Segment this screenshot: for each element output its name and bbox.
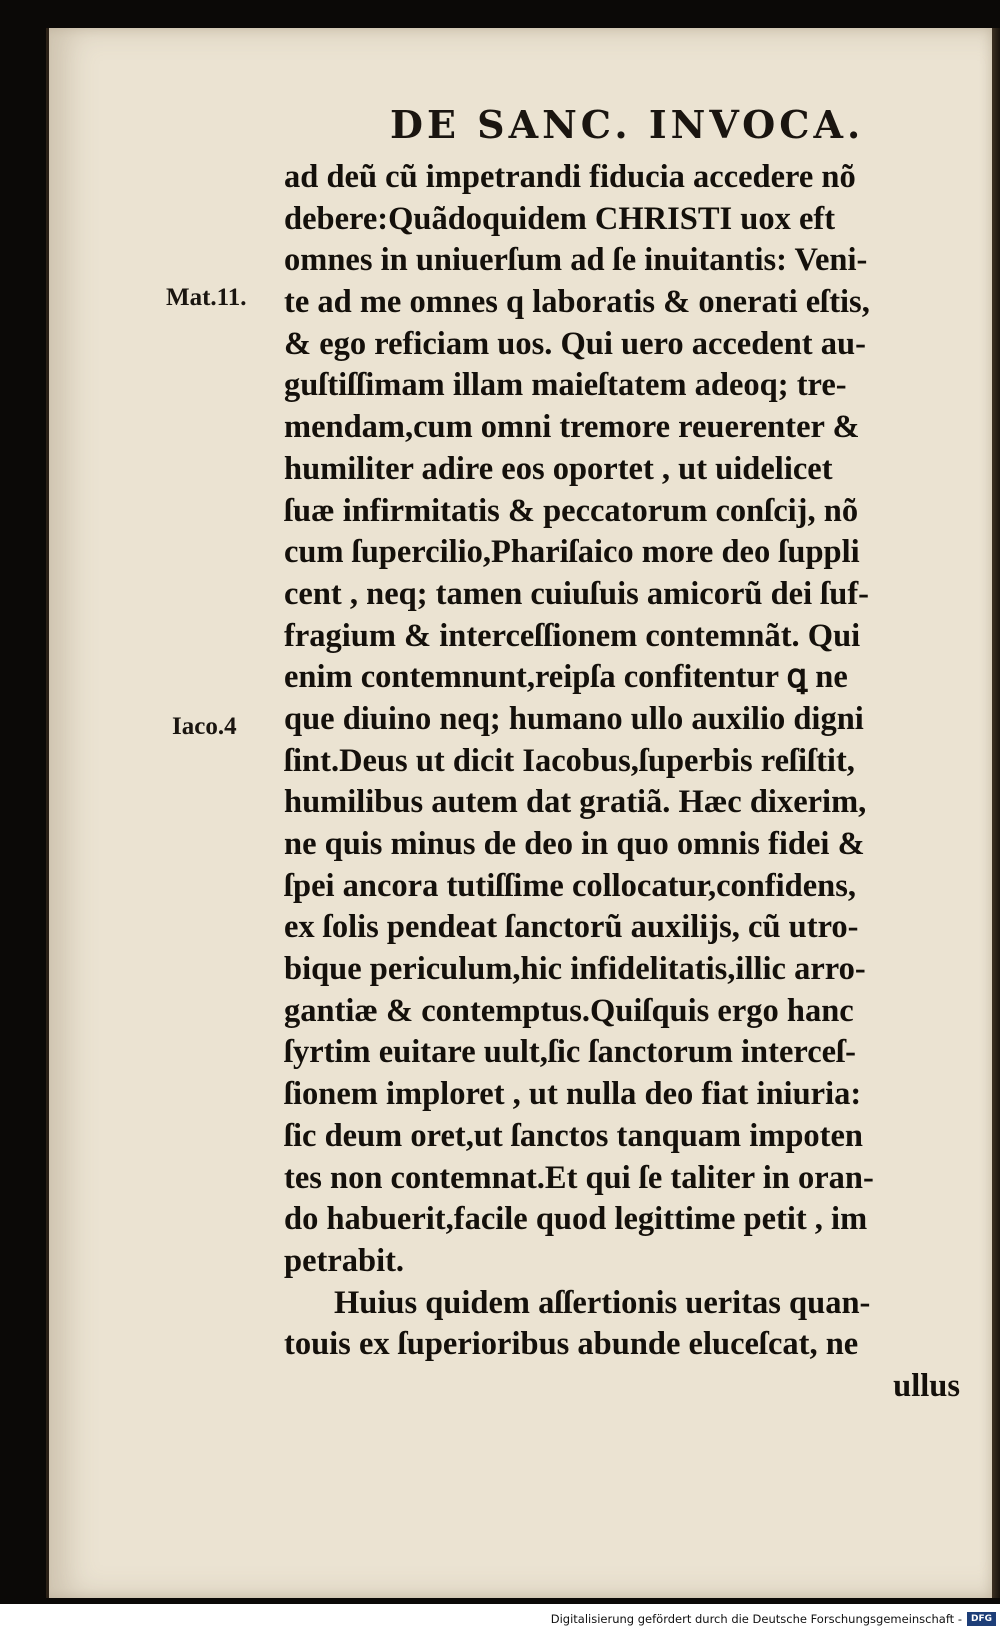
book-edge (992, 28, 1000, 1598)
text-line: humilibus autem dat gratiã. Hæc dixerim, (284, 784, 867, 821)
text-line: petrabit. (284, 1242, 405, 1279)
running-head: DE SANC. INVOCA. (390, 102, 865, 147)
text-line: touis ex ſuperioribus abunde eluceſcat, ne (284, 1326, 859, 1363)
text-line: que diuino neq; humano ullo auxilio digni (284, 700, 864, 737)
text-line: & ego reficiam uos. Qui uero accedent au- (284, 325, 866, 362)
text-line: Huius quidem aſſertionis ueritas quan- (334, 1284, 871, 1321)
text-line: bique periculum,hic infidelitatis,illic arro- (284, 951, 866, 988)
text-line: cent , neq; tamen cuiuſuis amicorũ dei ſuf- (284, 575, 869, 612)
text-line: cum ſupercilio,Phariſaico more deo ſuppli (284, 534, 860, 571)
text-line: ſint.Deus ut dicit Iacobus,ſuperbis reſiſtit, (284, 742, 855, 779)
text-line: ad deũ cũ impetrandi fiducia accedere nõ (284, 159, 856, 195)
text-line: ex ſolis pendeat ſanctorũ auxilijs, cũ utro- (284, 909, 859, 946)
footer-bar (0, 1604, 1000, 1633)
margin-note-iaco: Iaco.4 (172, 713, 237, 740)
dfg-logo: DFG (967, 1612, 996, 1626)
margin-note-mat: Mat.11. (166, 284, 247, 311)
text-line: omnes in uniuerſum ad ſe inuitantis: Veni- (284, 242, 868, 279)
text-line: te ad me omnes q laboratis & onerati eſtis, (284, 284, 870, 321)
text-line: ne quis minus de deo in quo omnis fidei & (284, 826, 865, 862)
text-line: tes non contemnat.Et qui ſe taliter in oran- (284, 1159, 874, 1196)
text-line: ſionem imploret , ut nulla deo fiat iniuria: (284, 1076, 862, 1113)
catchword: ullus (893, 1367, 960, 1404)
text-line: fragium & interceſſionem contemnãt. Qui (284, 617, 861, 654)
body-text (284, 157, 964, 1408)
text-line: gantiæ & contemptus.Quiſquis ergo hanc (284, 992, 854, 1029)
text-line: mendam,cum omni tremore reuerenter & (284, 409, 860, 446)
text-line: guſtiſſimam illam maieſtatem adeoq; tre- (284, 367, 847, 404)
footer-credit: Digitalisierung gefördert durch die Deutsche Forschungsgemeinschaft - (550, 1612, 962, 1626)
text-line: do habuerit,facile quod legittime petit , im (284, 1201, 868, 1238)
text-line: ſpei ancora tutiſſime collocatur,confidens, (284, 867, 857, 904)
text-line: ſuæ infirmitatis & peccatorum conſcij, nõ (284, 492, 859, 529)
text-line: ſic deum oret,ut ſanctos tanquam impoten (284, 1117, 863, 1154)
text-line: enim contemnunt,reipſa confitentur ꝗ ne (284, 659, 848, 696)
text-line: ſyrtim euitare uult,ſic ſanctorum interceſ- (284, 1034, 856, 1071)
text-line: humiliter adire eos oportet , ut uidelicet (284, 450, 833, 487)
text-line: debere:Quãdoquidem CHRISTI uox eft (284, 200, 836, 237)
